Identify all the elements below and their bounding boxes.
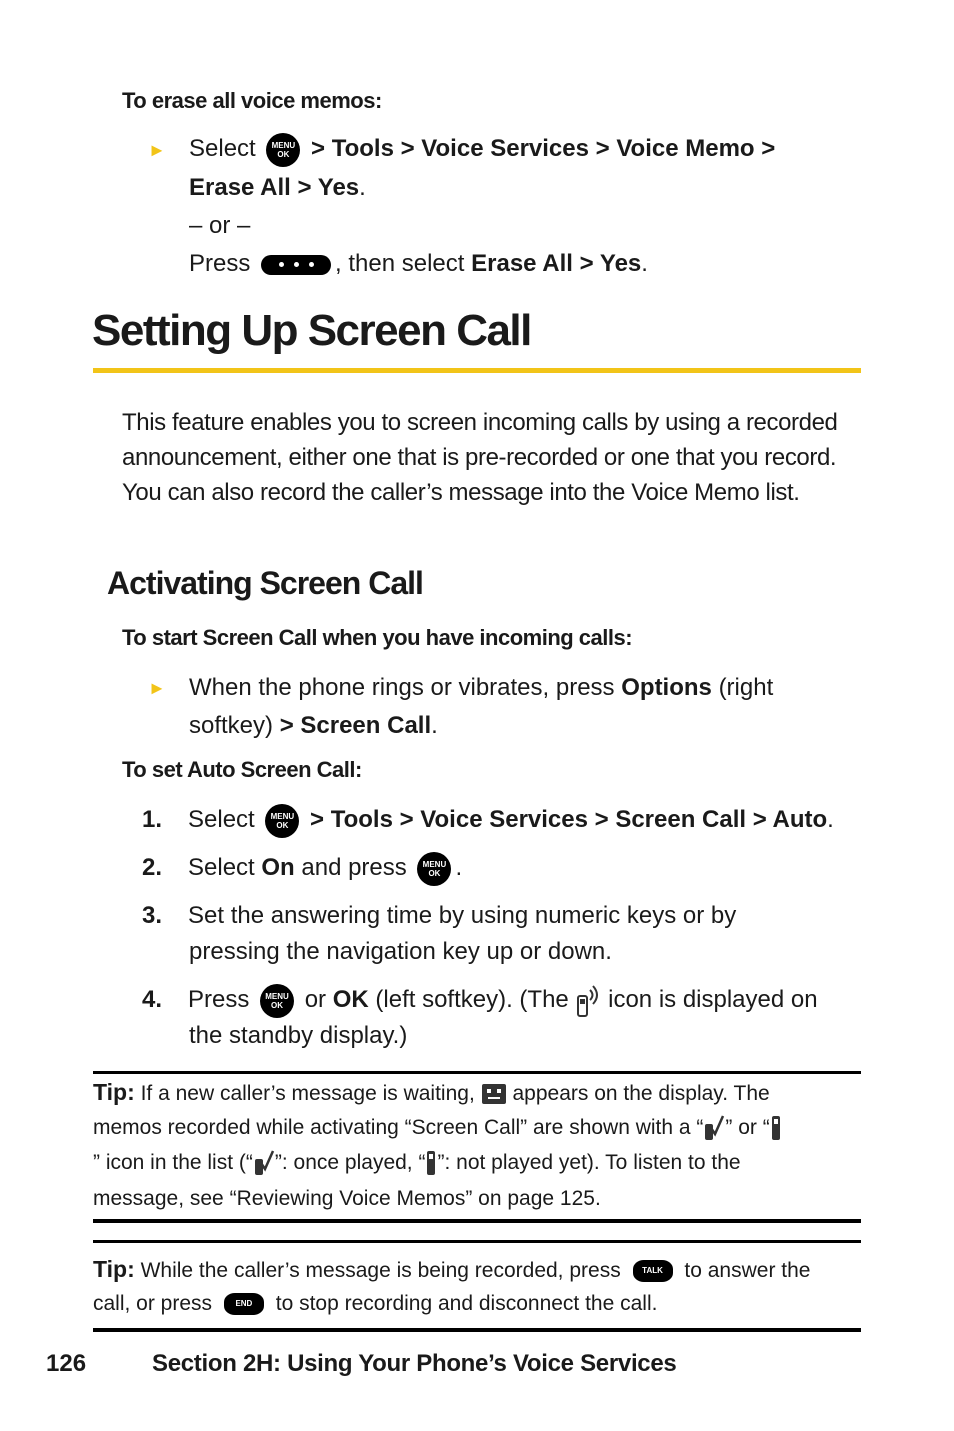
erase-menu-path-end: Erase All > Yes: [189, 174, 360, 201]
unplayed-memo-icon: [770, 1115, 782, 1141]
erase-menu-path: > Tools > Voice Services > Voice Memo >: [311, 135, 776, 162]
tip-label: Tip:: [93, 1079, 135, 1105]
erase-step-line2: Erase All > Yes.: [189, 174, 366, 201]
screen-call-icon: [575, 984, 601, 1018]
erase-alt-line: Press , then select Erase All > Yes.: [189, 250, 648, 277]
step-4: 4. Press MENU OK or OK (left softkey). (The icon is displayed on: [142, 982, 818, 1018]
tip-bottom-rule: [93, 1328, 861, 1332]
title-underline: [93, 368, 861, 373]
tip-1-line4: message, see “Reviewing Voice Memos” on page 125.: [93, 1187, 601, 1210]
erase-step-line1: [189, 131, 775, 167]
tip-1-line2: memos recorded while activating “Screen Call” are shown with a “ ” or “: [93, 1110, 863, 1145]
step-number: 3.: [142, 902, 163, 929]
talk-key-icon: TALK: [633, 1260, 673, 1282]
step-number: 2.: [142, 854, 163, 881]
played-memo-icon: [703, 1114, 725, 1142]
tip-bottom-rule: [93, 1219, 861, 1223]
page-title: Setting Up Screen Call: [92, 306, 531, 355]
start-step-line2: softkey) > Screen Call.: [189, 712, 438, 739]
page-number: 126: [46, 1350, 87, 1377]
tip-1: Tip: If a new caller’s message is waiting, appears on the display. The: [93, 1079, 770, 1105]
start-step-line1: When the phone rings or vibrates, press Options (right: [189, 674, 774, 701]
new-message-icon: [481, 1083, 507, 1105]
bullet-icon: ►: [148, 678, 166, 698]
on-label: On: [261, 854, 295, 881]
step-3-cont: pressing the navigation key up or down.: [189, 938, 612, 965]
menu-ok-key-icon: MENU OK: [266, 133, 300, 167]
erase-alt-path: Erase All > Yes: [471, 250, 642, 277]
tip-2: Tip: While the caller’s message is being recorded, press TALK to answer the: [93, 1256, 811, 1282]
start-heading: To start Screen Call when you have incoming calls:: [122, 625, 633, 650]
options-key-icon: [261, 255, 331, 275]
tip-top-rule: [93, 1071, 861, 1074]
screen-call-path: > Screen Call: [279, 712, 432, 739]
bullet-icon: ►: [148, 140, 166, 160]
tip-1-line3: ” icon in the list (“ ”: once played, “ ”: not played yet). To listen to the: [93, 1145, 863, 1180]
tip-top-rule: [93, 1240, 861, 1243]
menu-ok-key-icon: MENU OK: [417, 852, 451, 886]
menu-ok-key-icon: MENU OK: [265, 804, 299, 838]
step-number: 1.: [142, 806, 163, 833]
step-2: 2. Select On and press MENU OK .: [142, 850, 462, 886]
menu-ok-key-icon: MENU OK: [260, 984, 294, 1018]
erase-or: – or –: [189, 212, 251, 239]
ok-label: OK: [332, 986, 369, 1013]
end-key-icon: END: [224, 1293, 264, 1315]
auto-path: > Tools > Voice Services > Screen Call > Auto: [310, 806, 828, 833]
unplayed-memo-icon: [425, 1150, 437, 1176]
step-1: 1. Select MENU OK > Tools > Voice Services > Screen Call > Auto.: [142, 802, 834, 838]
tip-label: Tip:: [93, 1256, 135, 1282]
erase-select-text: Select: [189, 135, 256, 162]
options-label: Options: [621, 674, 712, 701]
played-memo-icon: [253, 1149, 275, 1177]
step-3: 3. Set the answering time by using numeric keys or by: [142, 898, 736, 934]
intro-paragraph: This feature enables you to screen incoming calls by using a recorded announcement, either one that is pre-recorded or one that you record. You can also record the caller’s message into the Voice Memo list.: [122, 409, 838, 506]
subsection-title: Activating Screen Call: [107, 565, 423, 601]
auto-heading: To set Auto Screen Call:: [122, 757, 362, 782]
erase-heading: To erase all voice memos:: [122, 88, 382, 113]
step-number: 4.: [142, 986, 163, 1013]
footer-section-title: Section 2H: Using Your Phone’s Voice Services: [152, 1350, 677, 1377]
step-4-cont: the standby display.): [189, 1022, 408, 1049]
tip-2-line2: call, or press END to stop recording and disconnect the call.: [93, 1292, 658, 1315]
